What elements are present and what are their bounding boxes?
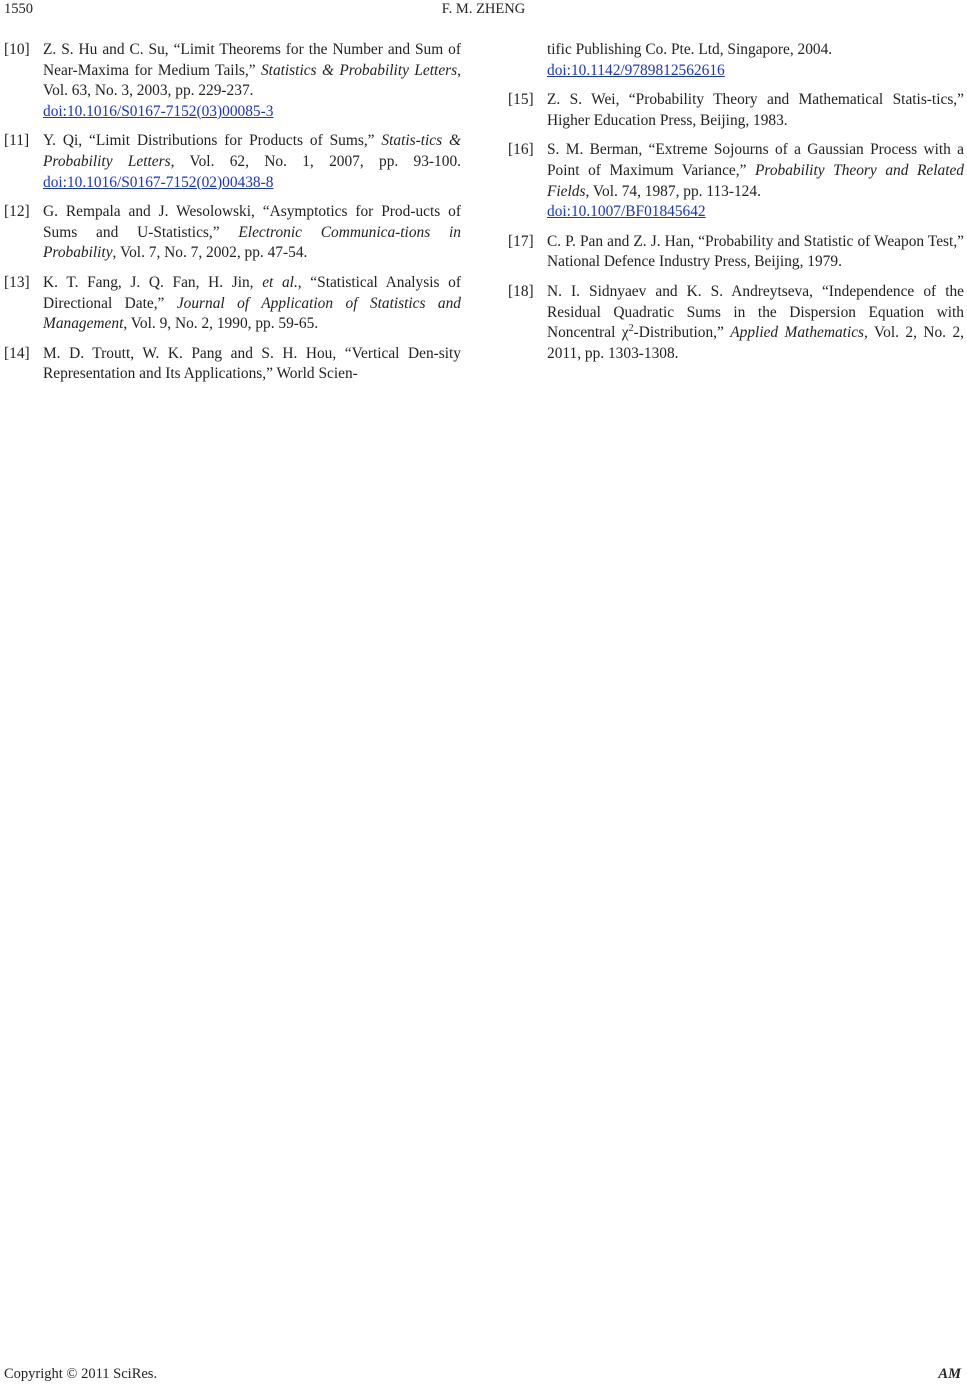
doi-link[interactable]: doi:10.1016/S0167-7152(02)00438-8 [43,173,274,191]
reference-details: , Vol. 7, No. 7, 2002, pp. 47-54. [112,244,308,262]
reference-14 [4,344,461,385]
reference-publisher: tific Publishing Co. Pte. Ltd, Singapore, 2004. [547,41,833,58]
reference-authors-title: N. I. Sidnyaev and K. S. Andreytseva, “Independence of the Residual Quadratic Sums in the Dispersion Equation with Noncentral χ [547,282,964,342]
reference-details: , Vol. 62, No. 1, 2007, pp. 93-100. [170,152,461,170]
reference-number: [12] [4,203,30,221]
reference-details: , Vol. 9, No. 2, 1990, pp. 59-65. [123,315,319,333]
reference-journal: Applied Mathematics [730,324,865,342]
reference-18 [508,282,964,364]
doi-link[interactable]: doi:10.1016/S0167-7152(03)00085-3 [43,102,274,120]
reference-authors-title: M. D. Troutt, W. K. Pang and S. H. Hou, “Vertical Den-sity Representation and Its Applications,” World Scien- [43,344,461,383]
reference-authors: K. T. Fang, J. Q. Fan, H. Jin, [43,273,263,291]
reference-17 [508,232,964,273]
reference-16 [508,140,964,222]
copyright-notice: Copyright © 2011 SciRes. [4,1366,158,1382]
reference-journal: Statis-tics & Probability Letters [43,132,462,170]
reference-14-continued [508,40,964,81]
reference-number: [11] [4,132,30,150]
doi-link[interactable]: doi:10.1142/9789812562616 [547,61,725,79]
reference-number: [15] [508,91,534,109]
reference-et-al: et al. [262,273,298,291]
reference-13 [4,273,461,335]
reference-number: [10] [4,41,30,58]
superscript: 2 [628,323,634,335]
reference-number: [17] [508,232,534,250]
reference-number: [16] [508,141,534,159]
journal-abbreviation: AM [938,1366,961,1382]
reference-journal: Probability Theory and Related Fields [547,161,964,200]
reference-details: , Vol. 74, 1987, pp. 113-124. [585,182,761,200]
reference-text: C. P. Pan and Z. J. Han, “Probability and Statistic of Weapon Test,” National Defence Industry Press, Beijing, 1979. [547,232,964,271]
reference-number: [14] [4,344,30,362]
reference-details: , Vol. 2, No. 2, 2011, pp. 1303-1308. [547,324,964,362]
references-right-column [508,40,964,373]
reference-11 [4,131,461,193]
reference-journal: Statistics & Probability Letters [260,61,458,79]
page-number: 1550 [4,1,33,17]
reference-15 [508,90,964,131]
reference-journal: Journal of Application of Statistics and Management [43,294,462,333]
reference-authors-title: Z. S. Hu and C. Su, “Limit Theorems for the Number and Sum of Near-Maxima for Medium Tails,” [43,41,461,79]
reference-title-end: -Distribution,” [633,324,731,342]
reference-details: , Vol. 63, No. 3, 2003, pp. 229-237. [43,61,461,100]
running-head: F. M. ZHENG [441,1,526,17]
reference-authors-title: Y. Qi, “Limit Distributions for Products of Sums,” [43,132,382,150]
reference-10 [4,40,461,122]
references-left-column [4,40,461,394]
doi-link[interactable]: doi:10.1007/BF01845642 [547,203,706,221]
reference-12 [4,202,461,264]
reference-title: , “Statistical Analysis of Directional Date,” [43,273,461,312]
reference-number: [13] [4,273,30,291]
reference-authors-title: S. M. Berman, “Extreme Sojourns of a Gaussian Process with a Point of Maximum Variance,” [547,141,964,179]
reference-authors-title: G. Rempala and J. Wesolowski, “Asymptotics for Prod-ucts of Sums and U-Statistics,” [43,203,461,241]
reference-journal: Electronic Communica-tions in Probability [43,223,461,262]
reference-number: [18] [508,282,534,300]
reference-text: Z. S. Wei, “Probability Theory and Mathematical Statis-tics,” Higher Education Press, Beijing, 1983. [547,91,964,129]
